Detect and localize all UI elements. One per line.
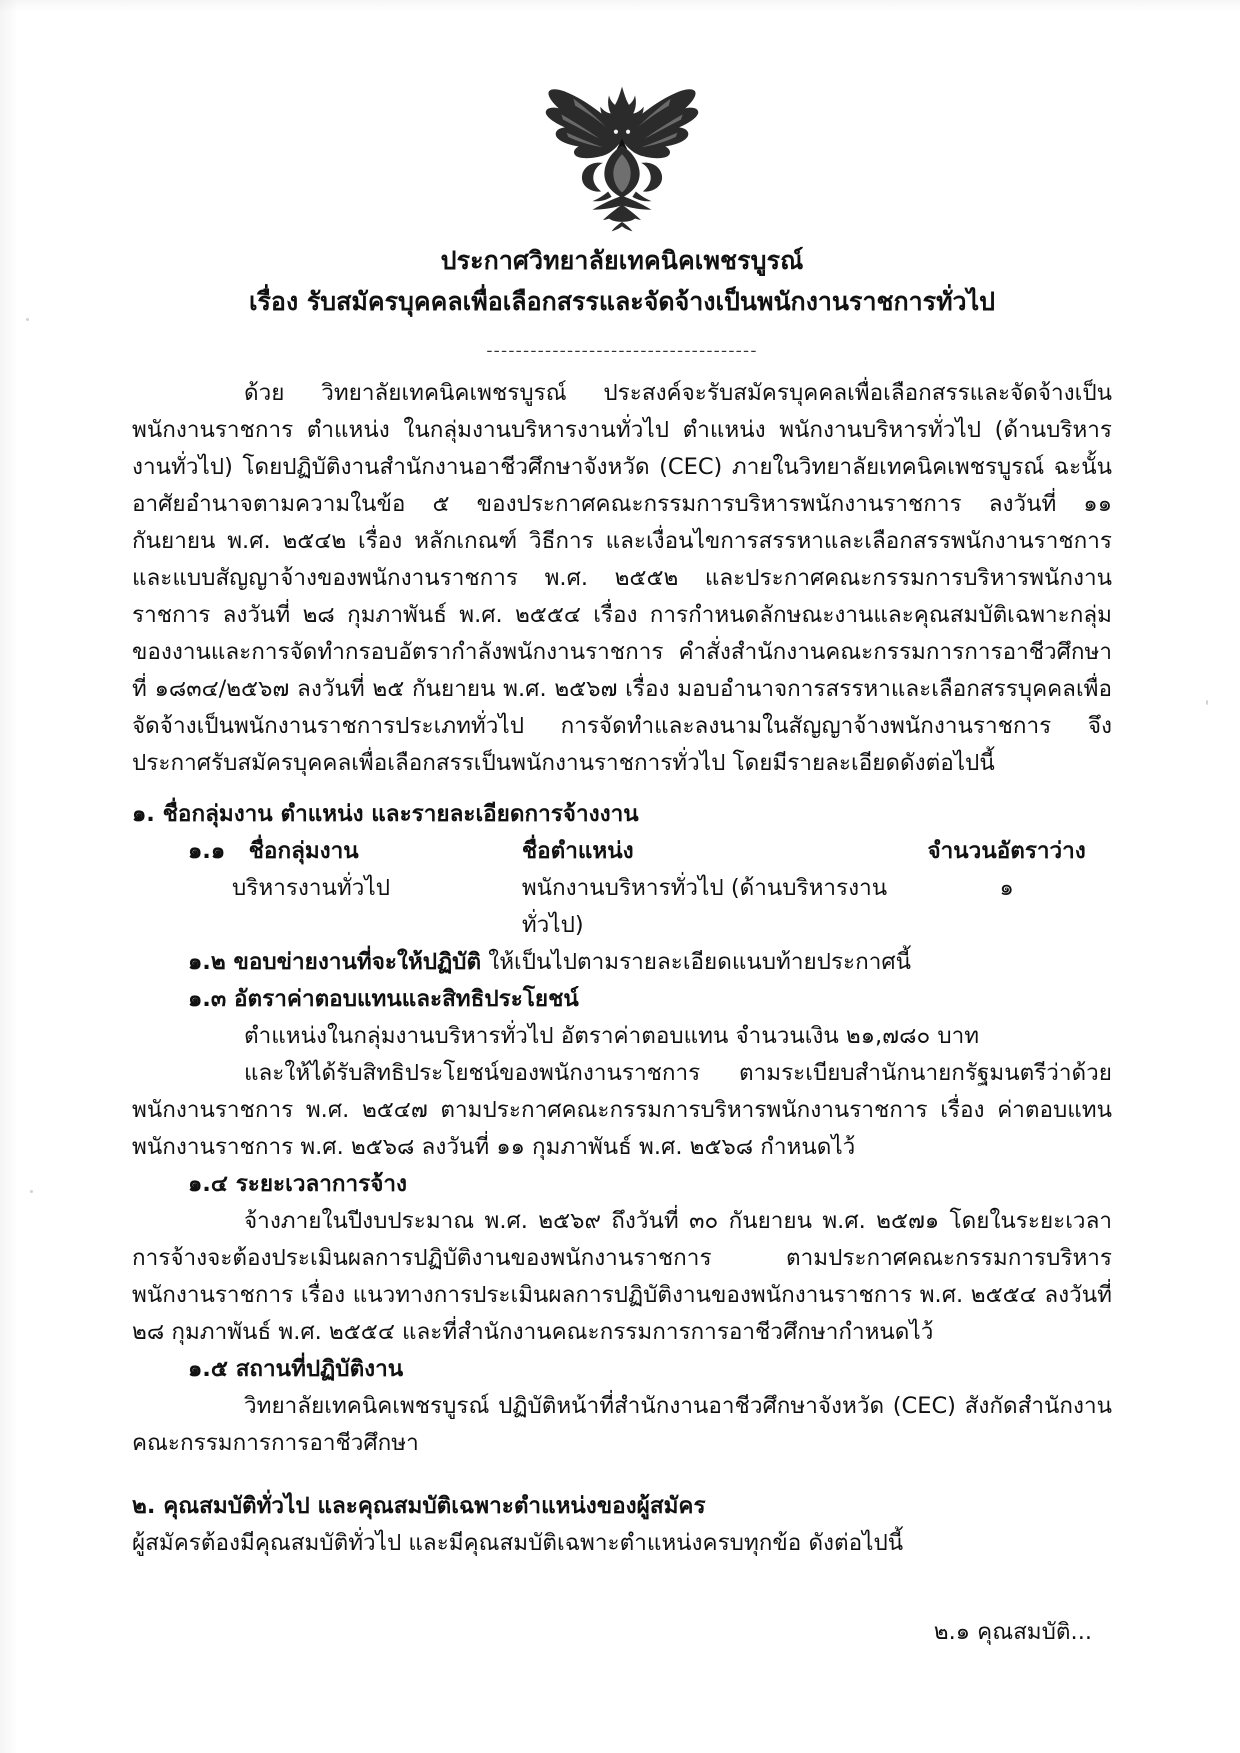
position-table-header-row	[132, 833, 1112, 870]
item-1-2-text: ให้เป็นไปตามรายละเอียดแนบท้ายประกาศนี้	[481, 948, 912, 975]
table-header-position: ชื่อตำแหน่ง	[521, 837, 634, 864]
item-1-3-benefits-paragraph	[132, 1055, 1112, 1166]
title-divider-container	[132, 341, 1112, 361]
section-2-text: ผู้สมัครต้องมีคุณสมบัติทั่วไป และมีคุณสมบัติเฉพาะตำแหน่งครบทุกข้อ ดังต่อไปนี้	[132, 1529, 904, 1556]
emblem-container	[132, 0, 1112, 238]
table-cell-group: บริหารงานทั่วไป	[232, 874, 390, 901]
item-1-2-label: ๑.๒ ขอบข่ายงานที่จะให้ปฏิบัติ	[188, 948, 482, 975]
item-1-1-number: ๑.๑	[188, 837, 226, 864]
section-spacer	[132, 1462, 1112, 1488]
section-2-heading: ๒. คุณสมบัติทั่วไป และคุณสมบัติเฉพาะตำแหน่งของผู้สมัคร	[132, 1492, 706, 1519]
item-1-5-text: วิทยาลัยเทคนิคเพชรบูรณ์ ปฏิบัติหน้าที่สำนักงานอาชีวศึกษาจังหวัด (CEC) สังกัดสำนักงานคณะกรรมการการอาชีวศึกษา	[132, 1392, 1112, 1456]
section-1-heading: ๑. ชื่อกลุ่มงาน ตำแหน่ง และรายละเอียดการจ้างงาน	[132, 800, 639, 827]
intro-block	[132, 375, 1112, 782]
item-1-5-paragraph	[132, 1388, 1112, 1462]
position-table	[132, 833, 1112, 944]
table-header-group: ชื่อกลุ่มงาน	[248, 837, 359, 864]
dashed-divider: -------------------------------------	[486, 341, 758, 360]
table-header-vacancies: จำนวนอัตราว่าง	[927, 837, 1086, 864]
garuda-emblem	[534, 78, 710, 234]
item-1-3-benefits-text: และให้ได้รับสิทธิประโยชน์ของพนักงานราชการ ตามระเบียบสำนักนายกรัฐมนตรีว่าด้วยพนักงานราชการ พ.ศ. ๒๕๔๗ ตามประกาศคณะกรรมการบริหารพนักงานราชการ เรื่อง ค่าตอบแทนพนักงานราชการ พ.ศ. ๒๕๖๘ ลงวันที่ ๑๑ กุมภาพันธ์ พ.ศ. ๒๕๖๘ กำหนดไว้	[132, 1059, 1112, 1160]
item-1-4-label: ๑.๔ ระยะเวลาการจ้าง	[188, 1170, 408, 1197]
item-1-3-label: ๑.๓ อัตราค่าตอบแทนและสิทธิประโยชน์	[188, 985, 579, 1012]
table-cell-vacancies: ๑	[999, 874, 1014, 901]
page-subtitle: เรื่อง รับสมัครบุคคลเพื่อเลือกสรรและจัดจ้างเป็นพนักงานราชการทั่วไป	[248, 286, 996, 316]
table-header-group-cell	[132, 833, 504, 870]
item-1-2	[132, 944, 1112, 981]
item-1-4-text: จ้างภายในปีงบประมาณ พ.ศ. ๒๕๖๙ ถึงวันที่ ๓๐ กันยายน พ.ศ. ๒๕๗๑ โดยในระยะเวลาการจ้างจะต้องประเมินผลการปฏิบัติงานของพนักงานราชการ ตามประกาศคณะกรรมการบริหารพนักงานราชการ เรื่อง แนวทางการประเมินผลการปฏิบัติงานของพนักงานราชการ พ.ศ. ๒๕๕๔ ลงวันที่ ๒๘ กุมภาพันธ์ พ.ศ. ๒๕๕๔ และที่สำนักงานคณะกรรมการการอาชีวศึกษากำหนดไว้	[132, 1207, 1112, 1345]
item-1-5-label: ๑.๕ สถานที่ปฏิบัติงาน	[188, 1355, 404, 1382]
page-title: ประกาศวิทยาลัยเทคนิคเพชรบูรณ์	[440, 246, 804, 275]
item-1-4-paragraph	[132, 1203, 1112, 1351]
intro-paragraph: ด้วย วิทยาลัยเทคนิคเพชรบูรณ์ ประสงค์จะรับสมัครบุคคลเพื่อเลือกสรรและจัดจ้างเป็นพนักงานราชการ ตำแหน่ง ในกลุ่มงานบริหารงานทั่วไป ตำแหน่ง พนักงานบริหารทั่วไป (ด้านบริหารงานทั่วไป) โดยปฏิบัติงานสำนักงานอาชีวศึกษาจังหวัด (CEC) ภายในวิทยาลัยเทคนิคเพชรบูรณ์ ฉะนั้น อาศัยอำนาจตามความในข้อ ๕ ของประกาศคณะกรรมการบริหารพนักงานราชการ ลงวันที่ ๑๑ กันยายน พ.ศ. ๒๕๔๒ เรื่อง หลักเกณฑ์ วิธีการ และเงื่อนไขการสรรหาและเลือกสรรพนักงานราชการและแบบสัญญาจ้างของพนักงานราชการ พ.ศ. ๒๕๕๒ และประกาศคณะกรรมการบริหารพนักงานราชการ ลงวันที่ ๒๘ กุมภาพันธ์ พ.ศ. ๒๕๕๔ เรื่อง การกำหนดลักษณะงานและคุณสมบัติเฉพาะกลุ่มของงานและการจัดทำกรอบอัตรากำลังพนักงานราชการ คำสั่งสำนักงานคณะกรรมการการอาชีวศึกษา ที่ ๑๘๓๔/๒๕๖๗ ลงวันที่ ๒๕ กันยายน พ.ศ. ๒๕๖๗ เรื่อง มอบอำนาจการสรรหาและเลือกสรรบุคคลเพื่อจัดจ้างเป็นพนักงานราชการประเภททั่วไป การจัดทำและลงนามในสัญญาจ้างพนักงานราชการ จึงประกาศรับสมัครบุคคลเพื่อเลือกสรรเป็นพนักงานราชการทั่วไป โดยมีรายละเอียดดังต่อไปนี้	[132, 379, 1112, 776]
item-1-3-compensation-line: ตำแหน่งในกลุ่มงานบริหารทั่วไป อัตราค่าตอบแทน จำนวนเงิน ๒๑,๗๘๐ บาท	[244, 1022, 980, 1049]
table-cell-position: พนักงานบริหารทั่วไป (ด้านบริหารงานทั่วไป)	[521, 874, 888, 938]
table-row	[132, 870, 1112, 944]
continuation-note: ๒.๑ คุณสมบัติ...	[933, 1618, 1092, 1645]
